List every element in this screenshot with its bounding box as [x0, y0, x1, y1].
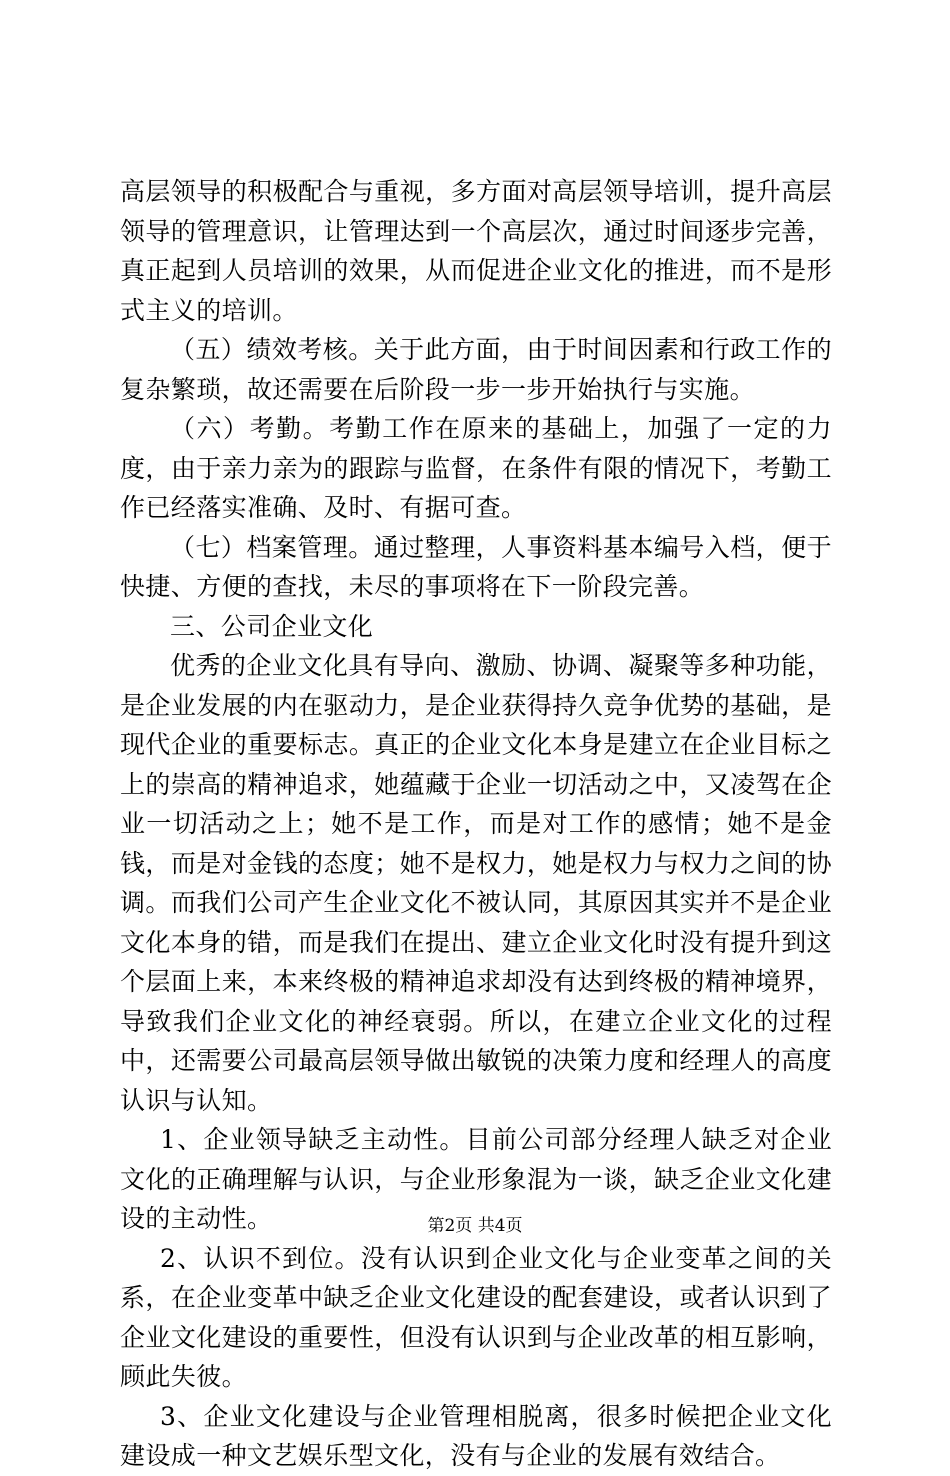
paragraph-point-1: 1、企业领导缺乏主动性。目前公司部分经理人缺乏对企业文化的正确理解与认识，与企业形象混为一谈，缺乏企业文化建设的主动性。	[120, 1125, 832, 1233]
paragraph-training-continued: 高层领导的积极配合与重视，多方面对高层领导培训，提升高层领导的管理意识，让管理达到一个高层次，通过时间逐步完善，真正起到人员培训的效果，从而促进企业文化的推进，而不是形式主义的培训。	[120, 177, 832, 325]
paragraph-archive-management: （七）档案管理。通过整理，人事资料基本编号入档，便于快捷、方便的查找，未尽的事项将在下一阶段完善。	[120, 532, 832, 601]
paragraph-point-2: 2、认识不到位。没有认识到企业文化与企业变革之间的关系，在企业变革中缺乏企业文化建设的配套建设，或者认识到了企业文化建设的重要性，但没有认识到与企业改革的相互影响，顾此失彼。	[120, 1243, 832, 1391]
section-heading-corporate-culture: 三、公司企业文化	[170, 611, 374, 641]
paragraph-performance-review: （五）绩效考核。关于此方面，由于时间因素和行政工作的复杂繁琐，故还需要在后阶段一步一步开始执行与实施。	[120, 335, 832, 404]
paragraph-attendance: （六）考勤。考勤工作在原来的基础上，加强了一定的力度，由于亲力亲为的跟踪与监督，在条件有限的情况下，考勤工作已经落实准确、及时、有据可查。	[120, 414, 832, 522]
page-number-footer: 第2页 共4页	[427, 1216, 523, 1236]
paragraph-culture-overview: 优秀的企业文化具有导向、激励、协调、凝聚等多种功能，是企业发展的内在驱动力，是企业获得持久竞争优势的基础，是现代企业的重要标志。真正的企业文化本身是建立在企业目标之上的崇高的精神追求，她蕴藏于企业一切活动之中，又凌驾在企业一切活动之上；她不是工作，而是对工作的感情；她不是金钱，而是对金钱的态度；她不是权力，她是权力与权力之间的协调。而我们公司产生企业文化不被认同，其原因其实并不是企业文化本身的错，而是我们在提出、建立企业文化时没有提升到这个层面上来，本来终极的精神追求却没有达到终极的精神境界，导致我们企业文化的神经衰弱。所以，在建立企业文化的过程中，还需要公司最高层领导做出敏锐的决策力度和经理人的高度认识与认知。	[120, 651, 832, 1115]
paragraph-point-3: 3、企业文化建设与企业管理相脱离，很多时候把企业文化建设成一种文艺娱乐型文化，没有与企业的发展有效结合。	[120, 1401, 832, 1470]
document-body	[120, 172, 832, 1476]
